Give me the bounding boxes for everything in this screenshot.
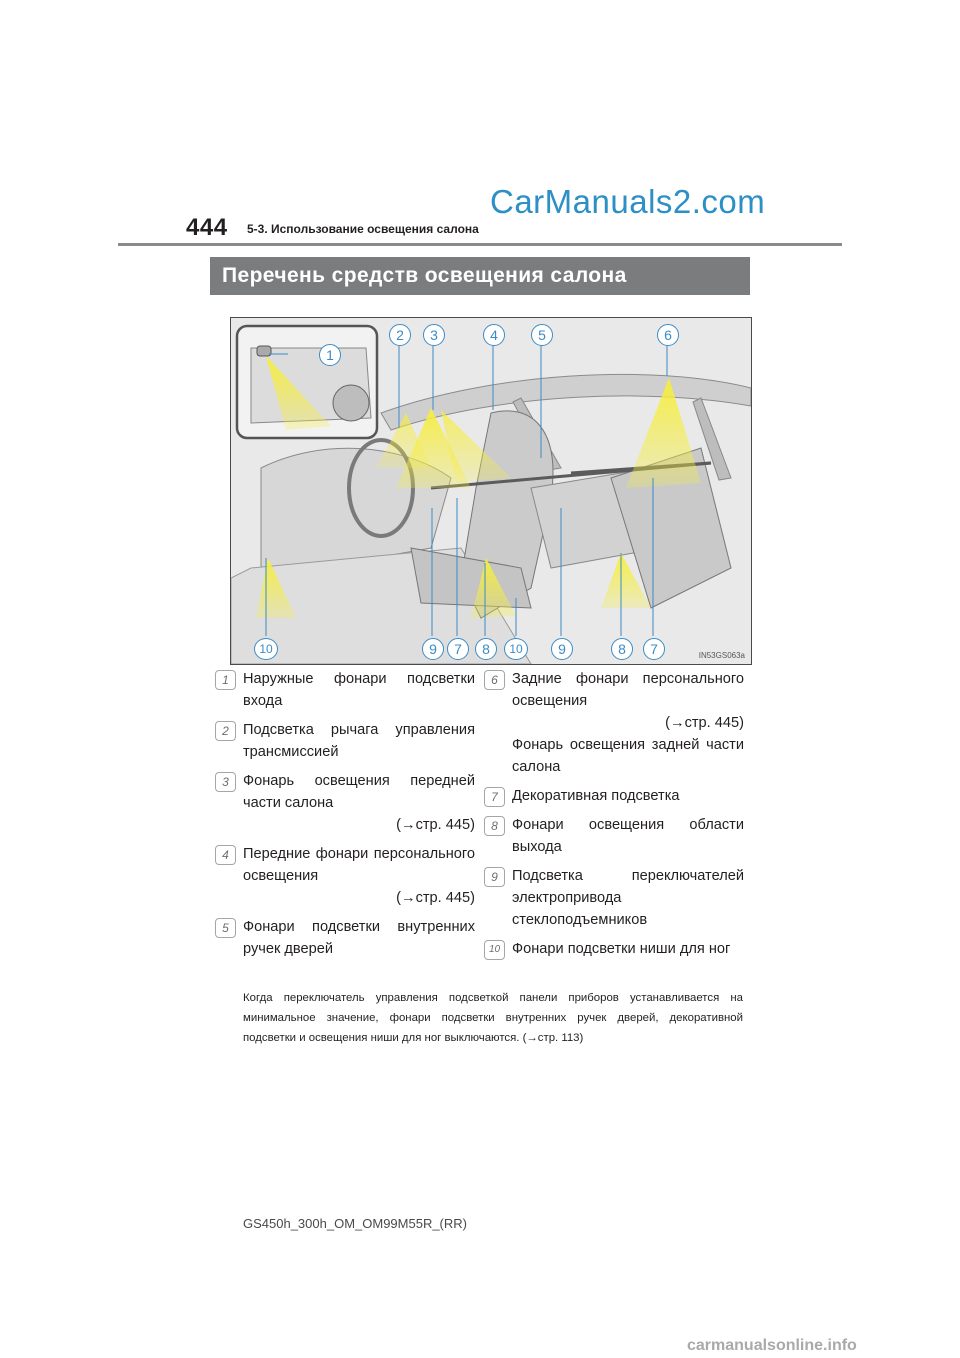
section-title: 5-3. Использование освещения салона bbox=[247, 222, 479, 236]
legend-text: Декоративная подсветка bbox=[512, 788, 680, 804]
legend-item-5 bbox=[215, 916, 475, 960]
legend-right bbox=[484, 668, 744, 967]
watermark-bottom[interactable]: carmanualsonline.info bbox=[687, 1337, 857, 1354]
legend-item-8 bbox=[484, 814, 744, 858]
legend-text: Передние фонари персонального освещения bbox=[243, 846, 475, 884]
interior-illustration bbox=[230, 317, 752, 665]
legend-number: 4 bbox=[215, 845, 236, 865]
callout-10-a: 10 bbox=[254, 638, 278, 660]
legend-item-10 bbox=[484, 938, 744, 960]
legend-text: Наружные фонари подсветки входа bbox=[243, 671, 475, 709]
page-reference[interactable]: (→стр. 445) bbox=[665, 715, 744, 731]
callout-2-top: 2 bbox=[389, 324, 411, 346]
legend-text: Фонари подсветки внутренних ручек дверей bbox=[243, 919, 475, 957]
legend-number: 3 bbox=[215, 772, 236, 792]
callout-1-inset: 1 bbox=[319, 344, 341, 366]
callout-9-b: 9 bbox=[551, 638, 573, 660]
legend-text: Подсветка рычага управления трансмиссией bbox=[243, 722, 475, 760]
legend-item-1 bbox=[215, 668, 475, 712]
legend-number: 7 bbox=[484, 787, 505, 807]
legend-item-3 bbox=[215, 770, 475, 836]
legend-text: Фонарь освещения передней части салона bbox=[243, 773, 475, 811]
legend-text: Фонари освещения области выхода bbox=[512, 817, 744, 855]
legend-text: Фонари подсветки ниши для ног bbox=[512, 941, 731, 957]
note-paragraph: Когда переключатель управления подсветкой панели приборов устанавливается на минимальное значение, фонари подсветки внутренних ручек дверей, декоративной подсветки и освещения ниши для ног выключаются. (→стр. 113) bbox=[243, 992, 743, 1044]
legend-item-6 bbox=[484, 668, 744, 778]
callout-8-a: 8 bbox=[475, 638, 497, 660]
callout-5-top: 5 bbox=[531, 324, 553, 346]
page-title: Перечень средств освещения салона bbox=[222, 264, 627, 287]
legend-number: 5 bbox=[215, 918, 236, 938]
interior-drawing bbox=[231, 318, 751, 664]
legend-number: 2 bbox=[215, 721, 236, 741]
legend-number: 1 bbox=[215, 670, 236, 690]
callout-8-b: 8 bbox=[611, 638, 633, 660]
legend-number: 8 bbox=[484, 816, 505, 836]
legend-text: Подсветка переключателей электропривода стеклоподъемников bbox=[512, 868, 744, 928]
callout-7-b: 7 bbox=[643, 638, 665, 660]
legend-item-4 bbox=[215, 843, 475, 909]
page-reference[interactable]: (→стр. 445) bbox=[396, 817, 475, 833]
legend-item-9 bbox=[484, 865, 744, 931]
footer-code: GS450h_300h_OM_OM99M55R_(RR) bbox=[243, 1216, 467, 1231]
callout-9-a: 9 bbox=[422, 638, 444, 660]
callout-10-b: 10 bbox=[504, 638, 528, 660]
figure-code: IN53GS063a bbox=[698, 651, 745, 660]
legend-text-extra: Фонарь освещения задней части салона bbox=[512, 737, 744, 775]
legend-number: 6 bbox=[484, 670, 505, 690]
callout-4-top: 4 bbox=[483, 324, 505, 346]
callout-3-top: 3 bbox=[423, 324, 445, 346]
watermark-top[interactable]: CarManuals2.com bbox=[490, 183, 766, 220]
legend-text: Задние фонари персонального освещения bbox=[512, 671, 744, 709]
legend-item-2 bbox=[215, 719, 475, 763]
legend-number: 10 bbox=[484, 940, 505, 960]
legend-item-7 bbox=[484, 785, 744, 807]
page-reference[interactable]: (→стр. 445) bbox=[396, 890, 475, 906]
header-divider bbox=[118, 243, 842, 246]
callout-6-top: 6 bbox=[657, 324, 679, 346]
page-number: 444 bbox=[186, 214, 228, 241]
legend-number: 9 bbox=[484, 867, 505, 887]
callout-7-a: 7 bbox=[447, 638, 469, 660]
legend-left bbox=[215, 668, 475, 967]
